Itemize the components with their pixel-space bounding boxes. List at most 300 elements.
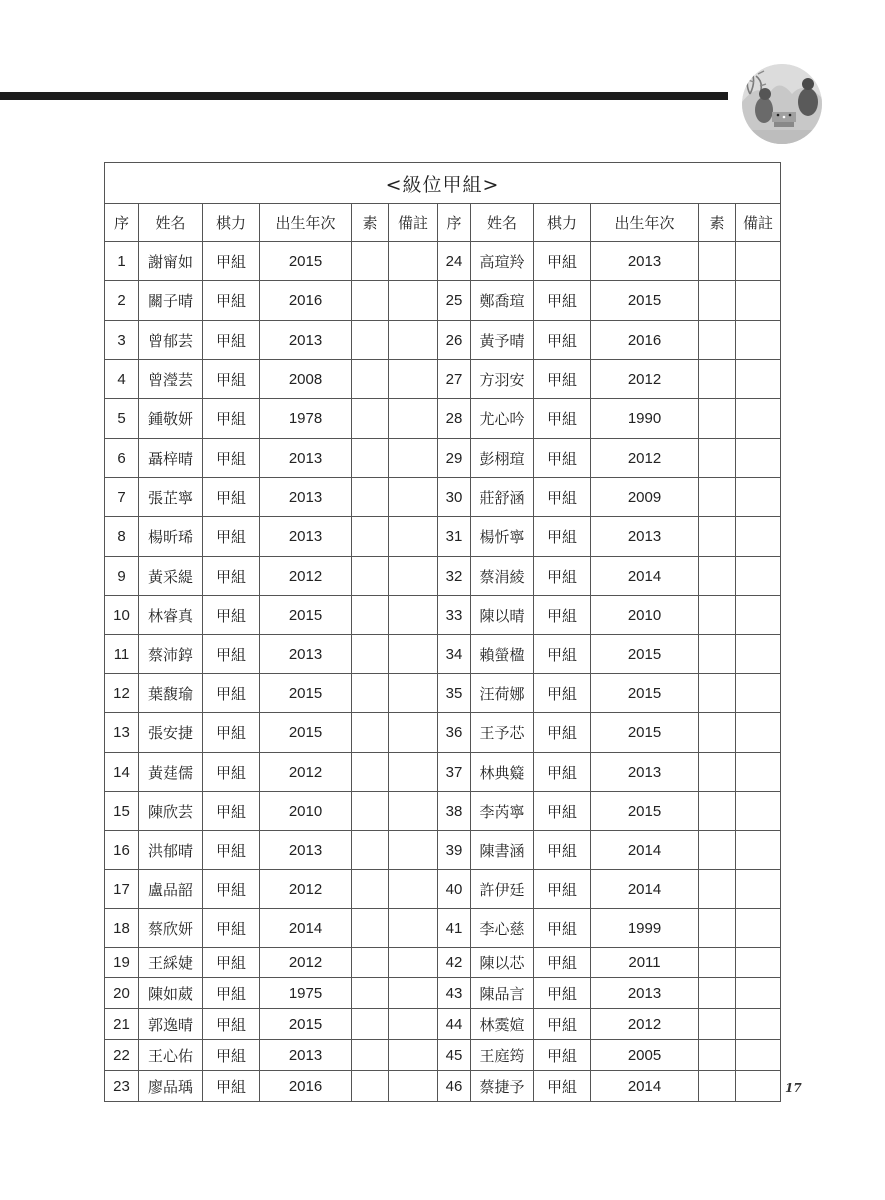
remarks-cell	[389, 1040, 438, 1071]
remarks-cell	[389, 360, 438, 399]
birth-year: 2013	[260, 478, 352, 517]
su-cell	[352, 674, 389, 713]
su-cell	[699, 242, 736, 281]
birth-year: 2013	[260, 635, 352, 674]
row-number: 45	[438, 1040, 471, 1071]
row-number: 19	[105, 948, 139, 978]
player-level: 甲組	[203, 1040, 260, 1071]
table-row	[105, 1009, 781, 1040]
birth-year: 2015	[260, 713, 352, 753]
player-level: 甲組	[534, 792, 591, 831]
birth-year: 2012	[260, 870, 352, 909]
go-players-illustration-icon	[738, 62, 826, 146]
su-cell	[352, 753, 389, 792]
su-cell	[699, 831, 736, 870]
remarks-cell	[389, 948, 438, 978]
player-level: 甲組	[534, 1040, 591, 1071]
table-row	[105, 242, 781, 281]
birth-year: 2010	[260, 792, 352, 831]
birth-year: 2014	[591, 557, 699, 596]
su-cell	[352, 517, 389, 557]
su-cell	[352, 360, 389, 399]
player-name: 聶梓晴	[139, 439, 203, 478]
player-level: 甲組	[534, 596, 591, 635]
player-name: 賴螢楹	[471, 635, 534, 674]
table-row	[105, 596, 781, 635]
player-level: 甲組	[534, 909, 591, 948]
col-header-no-left: 序	[105, 204, 139, 242]
row-number: 43	[438, 978, 471, 1009]
table-row	[105, 635, 781, 674]
su-cell	[352, 478, 389, 517]
su-cell	[352, 870, 389, 909]
row-number: 7	[105, 478, 139, 517]
table-row	[105, 478, 781, 517]
su-cell	[352, 399, 389, 439]
player-level: 甲組	[534, 557, 591, 596]
remarks-cell	[389, 517, 438, 557]
col-header-remarks-left: 備註	[389, 204, 438, 242]
player-level: 甲組	[203, 753, 260, 792]
remarks-cell	[736, 978, 781, 1009]
row-number: 42	[438, 948, 471, 978]
birth-year: 2015	[591, 635, 699, 674]
col-header-birth-year-right: 出生年次	[591, 204, 699, 242]
player-name: 張芷寧	[139, 478, 203, 517]
remarks-cell	[736, 713, 781, 753]
row-number: 3	[105, 321, 139, 360]
remarks-cell	[736, 753, 781, 792]
page-number: 17	[785, 1081, 802, 1095]
table-row	[105, 1040, 781, 1071]
row-number: 37	[438, 753, 471, 792]
su-cell	[352, 792, 389, 831]
player-level: 甲組	[203, 478, 260, 517]
su-cell	[699, 909, 736, 948]
row-number: 13	[105, 713, 139, 753]
birth-year: 2008	[260, 360, 352, 399]
row-number: 6	[105, 439, 139, 478]
player-level: 甲組	[203, 1071, 260, 1102]
table-row	[105, 948, 781, 978]
player-name: 許伊廷	[471, 870, 534, 909]
player-name: 李心慈	[471, 909, 534, 948]
birth-year: 2015	[260, 596, 352, 635]
player-name: 關子晴	[139, 281, 203, 321]
table-row	[105, 753, 781, 792]
row-number: 41	[438, 909, 471, 948]
remarks-cell	[736, 1040, 781, 1071]
player-name: 林霙媗	[471, 1009, 534, 1040]
row-number: 25	[438, 281, 471, 321]
remarks-cell	[389, 1071, 438, 1102]
su-cell	[699, 281, 736, 321]
remarks-cell	[389, 909, 438, 948]
player-level: 甲組	[203, 596, 260, 635]
su-cell	[352, 831, 389, 870]
remarks-cell	[736, 439, 781, 478]
row-number: 12	[105, 674, 139, 713]
player-name: 高瑄羚	[471, 242, 534, 281]
player-level: 甲組	[203, 439, 260, 478]
birth-year: 2016	[591, 321, 699, 360]
birth-year: 2012	[260, 753, 352, 792]
su-cell	[352, 1009, 389, 1040]
birth-year: 2005	[591, 1040, 699, 1071]
birth-year: 2015	[591, 674, 699, 713]
player-level: 甲組	[203, 713, 260, 753]
remarks-cell	[389, 242, 438, 281]
player-name: 蔡欣妍	[139, 909, 203, 948]
player-name: 陳以芯	[471, 948, 534, 978]
player-name: 陳以晴	[471, 596, 534, 635]
row-number: 16	[105, 831, 139, 870]
row-number: 33	[438, 596, 471, 635]
row-number: 26	[438, 321, 471, 360]
birth-year: 2009	[591, 478, 699, 517]
table-row	[105, 713, 781, 753]
su-cell	[699, 792, 736, 831]
player-level: 甲組	[534, 517, 591, 557]
row-number: 27	[438, 360, 471, 399]
row-number: 14	[105, 753, 139, 792]
su-cell	[699, 557, 736, 596]
player-level: 甲組	[534, 439, 591, 478]
remarks-cell	[389, 635, 438, 674]
su-cell	[352, 1071, 389, 1102]
header-rule	[0, 92, 728, 100]
player-level: 甲組	[534, 321, 591, 360]
birth-year: 2016	[260, 1071, 352, 1102]
remarks-cell	[736, 909, 781, 948]
row-number: 28	[438, 399, 471, 439]
remarks-cell	[389, 439, 438, 478]
player-name: 林睿真	[139, 596, 203, 635]
remarks-cell	[389, 1009, 438, 1040]
remarks-cell	[389, 831, 438, 870]
su-cell	[352, 978, 389, 1009]
remarks-cell	[736, 1009, 781, 1040]
remarks-cell	[389, 478, 438, 517]
su-cell	[699, 596, 736, 635]
birth-year: 2013	[260, 321, 352, 360]
birth-year: 2013	[260, 517, 352, 557]
su-cell	[699, 399, 736, 439]
row-number: 1	[105, 242, 139, 281]
player-level: 甲組	[534, 1009, 591, 1040]
row-number: 21	[105, 1009, 139, 1040]
remarks-cell	[389, 753, 438, 792]
player-name: 鄭喬瑄	[471, 281, 534, 321]
player-name: 林典籎	[471, 753, 534, 792]
roster-table	[104, 162, 781, 1102]
su-cell	[699, 674, 736, 713]
row-number: 15	[105, 792, 139, 831]
table-row	[105, 831, 781, 870]
su-cell	[699, 1009, 736, 1040]
remarks-cell	[736, 478, 781, 517]
su-cell	[699, 870, 736, 909]
birth-year: 2012	[591, 1009, 699, 1040]
table-row	[105, 978, 781, 1009]
player-name: 陳書涵	[471, 831, 534, 870]
player-name: 王心佑	[139, 1040, 203, 1071]
player-level: 甲組	[203, 948, 260, 978]
remarks-cell	[389, 557, 438, 596]
table-row	[105, 281, 781, 321]
player-level: 甲組	[534, 399, 591, 439]
remarks-cell	[389, 281, 438, 321]
birth-year: 2015	[591, 792, 699, 831]
su-cell	[699, 635, 736, 674]
col-header-remarks-right: 備註	[736, 204, 781, 242]
birth-year: 2012	[591, 360, 699, 399]
player-level: 甲組	[534, 281, 591, 321]
player-level: 甲組	[534, 360, 591, 399]
birth-year: 2012	[591, 439, 699, 478]
su-cell	[699, 1040, 736, 1071]
remarks-cell	[389, 870, 438, 909]
birth-year: 1978	[260, 399, 352, 439]
col-header-su-left: 素	[352, 204, 389, 242]
birth-year: 2013	[591, 242, 699, 281]
player-name: 蔡捷予	[471, 1071, 534, 1102]
player-name: 曾瀅芸	[139, 360, 203, 399]
player-level: 甲組	[534, 978, 591, 1009]
birth-year: 2011	[591, 948, 699, 978]
su-cell	[352, 242, 389, 281]
player-level: 甲組	[203, 792, 260, 831]
su-cell	[699, 478, 736, 517]
player-level: 甲組	[203, 399, 260, 439]
birth-year: 1975	[260, 978, 352, 1009]
player-name: 黃予晴	[471, 321, 534, 360]
row-number: 34	[438, 635, 471, 674]
birth-year: 2014	[260, 909, 352, 948]
row-number: 44	[438, 1009, 471, 1040]
remarks-cell	[736, 596, 781, 635]
player-name: 彭栩瑄	[471, 439, 534, 478]
remarks-cell	[389, 399, 438, 439]
player-level: 甲組	[203, 321, 260, 360]
player-name: 廖品瑀	[139, 1071, 203, 1102]
su-cell	[352, 439, 389, 478]
player-name: 郭逸晴	[139, 1009, 203, 1040]
birth-year: 2013	[591, 978, 699, 1009]
remarks-cell	[736, 557, 781, 596]
remarks-cell	[736, 870, 781, 909]
player-level: 甲組	[203, 360, 260, 399]
col-header-level-left: 棋力	[203, 204, 260, 242]
row-number: 2	[105, 281, 139, 321]
table-row	[105, 321, 781, 360]
player-level: 甲組	[534, 870, 591, 909]
player-level: 甲組	[203, 557, 260, 596]
birth-year: 2014	[591, 831, 699, 870]
remarks-cell	[736, 792, 781, 831]
birth-year: 2015	[260, 242, 352, 281]
row-number: 18	[105, 909, 139, 948]
row-number: 29	[438, 439, 471, 478]
player-level: 甲組	[203, 242, 260, 281]
remarks-cell	[736, 242, 781, 281]
su-cell	[352, 596, 389, 635]
remarks-cell	[389, 596, 438, 635]
birth-year: 2013	[260, 439, 352, 478]
row-number: 39	[438, 831, 471, 870]
birth-year: 2015	[260, 674, 352, 713]
su-cell	[352, 321, 389, 360]
row-number: 11	[105, 635, 139, 674]
birth-year: 1999	[591, 909, 699, 948]
row-number: 5	[105, 399, 139, 439]
col-header-name-right: 姓名	[471, 204, 534, 242]
player-name: 王予芯	[471, 713, 534, 753]
row-number: 24	[438, 242, 471, 281]
player-name: 汪荷娜	[471, 674, 534, 713]
table-row	[105, 360, 781, 399]
remarks-cell	[736, 399, 781, 439]
col-header-no-right: 序	[438, 204, 471, 242]
table-row	[105, 439, 781, 478]
player-name: 王綵婕	[139, 948, 203, 978]
col-header-level-right: 棋力	[534, 204, 591, 242]
player-name: 李芮寧	[471, 792, 534, 831]
remarks-cell	[736, 360, 781, 399]
su-cell	[699, 360, 736, 399]
player-name: 張安捷	[139, 713, 203, 753]
birth-year: 2015	[260, 1009, 352, 1040]
player-level: 甲組	[534, 478, 591, 517]
player-name: 陳如葳	[139, 978, 203, 1009]
birth-year: 2013	[591, 753, 699, 792]
row-number: 36	[438, 713, 471, 753]
player-name: 莊舒涵	[471, 478, 534, 517]
player-level: 甲組	[203, 909, 260, 948]
row-number: 23	[105, 1071, 139, 1102]
su-cell	[352, 713, 389, 753]
row-number: 30	[438, 478, 471, 517]
row-number: 9	[105, 557, 139, 596]
remarks-cell	[736, 635, 781, 674]
row-number: 46	[438, 1071, 471, 1102]
birth-year: 2010	[591, 596, 699, 635]
table-row	[105, 399, 781, 439]
su-cell	[352, 948, 389, 978]
birth-year: 2012	[260, 557, 352, 596]
su-cell	[699, 321, 736, 360]
birth-year: 2016	[260, 281, 352, 321]
player-level: 甲組	[534, 753, 591, 792]
remarks-cell	[736, 948, 781, 978]
header-row	[105, 204, 781, 242]
player-level: 甲組	[203, 831, 260, 870]
su-cell	[699, 978, 736, 1009]
player-name: 楊忻寧	[471, 517, 534, 557]
su-cell	[699, 1071, 736, 1102]
row-number: 8	[105, 517, 139, 557]
player-level: 甲組	[203, 517, 260, 557]
player-level: 甲組	[534, 1071, 591, 1102]
su-cell	[352, 281, 389, 321]
player-name: 尤心吟	[471, 399, 534, 439]
birth-year: 2015	[591, 281, 699, 321]
row-number: 35	[438, 674, 471, 713]
col-header-birth-year-left: 出生年次	[260, 204, 352, 242]
remarks-cell	[389, 792, 438, 831]
remarks-cell	[736, 1071, 781, 1102]
row-number: 40	[438, 870, 471, 909]
table-row	[105, 870, 781, 909]
remarks-cell	[389, 978, 438, 1009]
su-cell	[352, 909, 389, 948]
remarks-cell	[736, 321, 781, 360]
remarks-cell	[389, 713, 438, 753]
table-title: <級位甲組>	[105, 163, 781, 204]
su-cell	[352, 1040, 389, 1071]
player-name: 鍾敬妍	[139, 399, 203, 439]
player-level: 甲組	[534, 713, 591, 753]
su-cell	[699, 713, 736, 753]
player-level: 甲組	[203, 281, 260, 321]
su-cell	[699, 753, 736, 792]
player-name: 謝甯如	[139, 242, 203, 281]
player-name: 洪郁晴	[139, 831, 203, 870]
table-row	[105, 557, 781, 596]
player-name: 蔡沛錞	[139, 635, 203, 674]
row-number: 10	[105, 596, 139, 635]
su-cell	[699, 517, 736, 557]
su-cell	[699, 948, 736, 978]
row-number: 20	[105, 978, 139, 1009]
player-level: 甲組	[534, 948, 591, 978]
row-number: 32	[438, 557, 471, 596]
row-number: 31	[438, 517, 471, 557]
birth-year: 2014	[591, 870, 699, 909]
su-cell	[352, 557, 389, 596]
table-row	[105, 674, 781, 713]
row-number: 22	[105, 1040, 139, 1071]
birth-year: 2014	[591, 1071, 699, 1102]
row-number: 17	[105, 870, 139, 909]
row-number: 4	[105, 360, 139, 399]
player-level: 甲組	[534, 242, 591, 281]
birth-year: 2013	[260, 1040, 352, 1071]
player-level: 甲組	[203, 978, 260, 1009]
birth-year: 2013	[591, 517, 699, 557]
player-level: 甲組	[534, 831, 591, 870]
col-header-name-left: 姓名	[139, 204, 203, 242]
remarks-cell	[736, 281, 781, 321]
table-row	[105, 517, 781, 557]
birth-year: 2013	[260, 831, 352, 870]
player-name: 陳品言	[471, 978, 534, 1009]
remarks-cell	[736, 674, 781, 713]
table-row	[105, 792, 781, 831]
row-number: 38	[438, 792, 471, 831]
player-level: 甲組	[203, 635, 260, 674]
player-name: 蔡涓綾	[471, 557, 534, 596]
su-cell	[699, 439, 736, 478]
player-name: 方羽安	[471, 360, 534, 399]
player-name: 楊昕琋	[139, 517, 203, 557]
player-name: 黃莛儒	[139, 753, 203, 792]
player-level: 甲組	[203, 870, 260, 909]
player-name: 黃采緹	[139, 557, 203, 596]
player-name: 陳欣芸	[139, 792, 203, 831]
birth-year: 2015	[591, 713, 699, 753]
su-cell	[352, 635, 389, 674]
